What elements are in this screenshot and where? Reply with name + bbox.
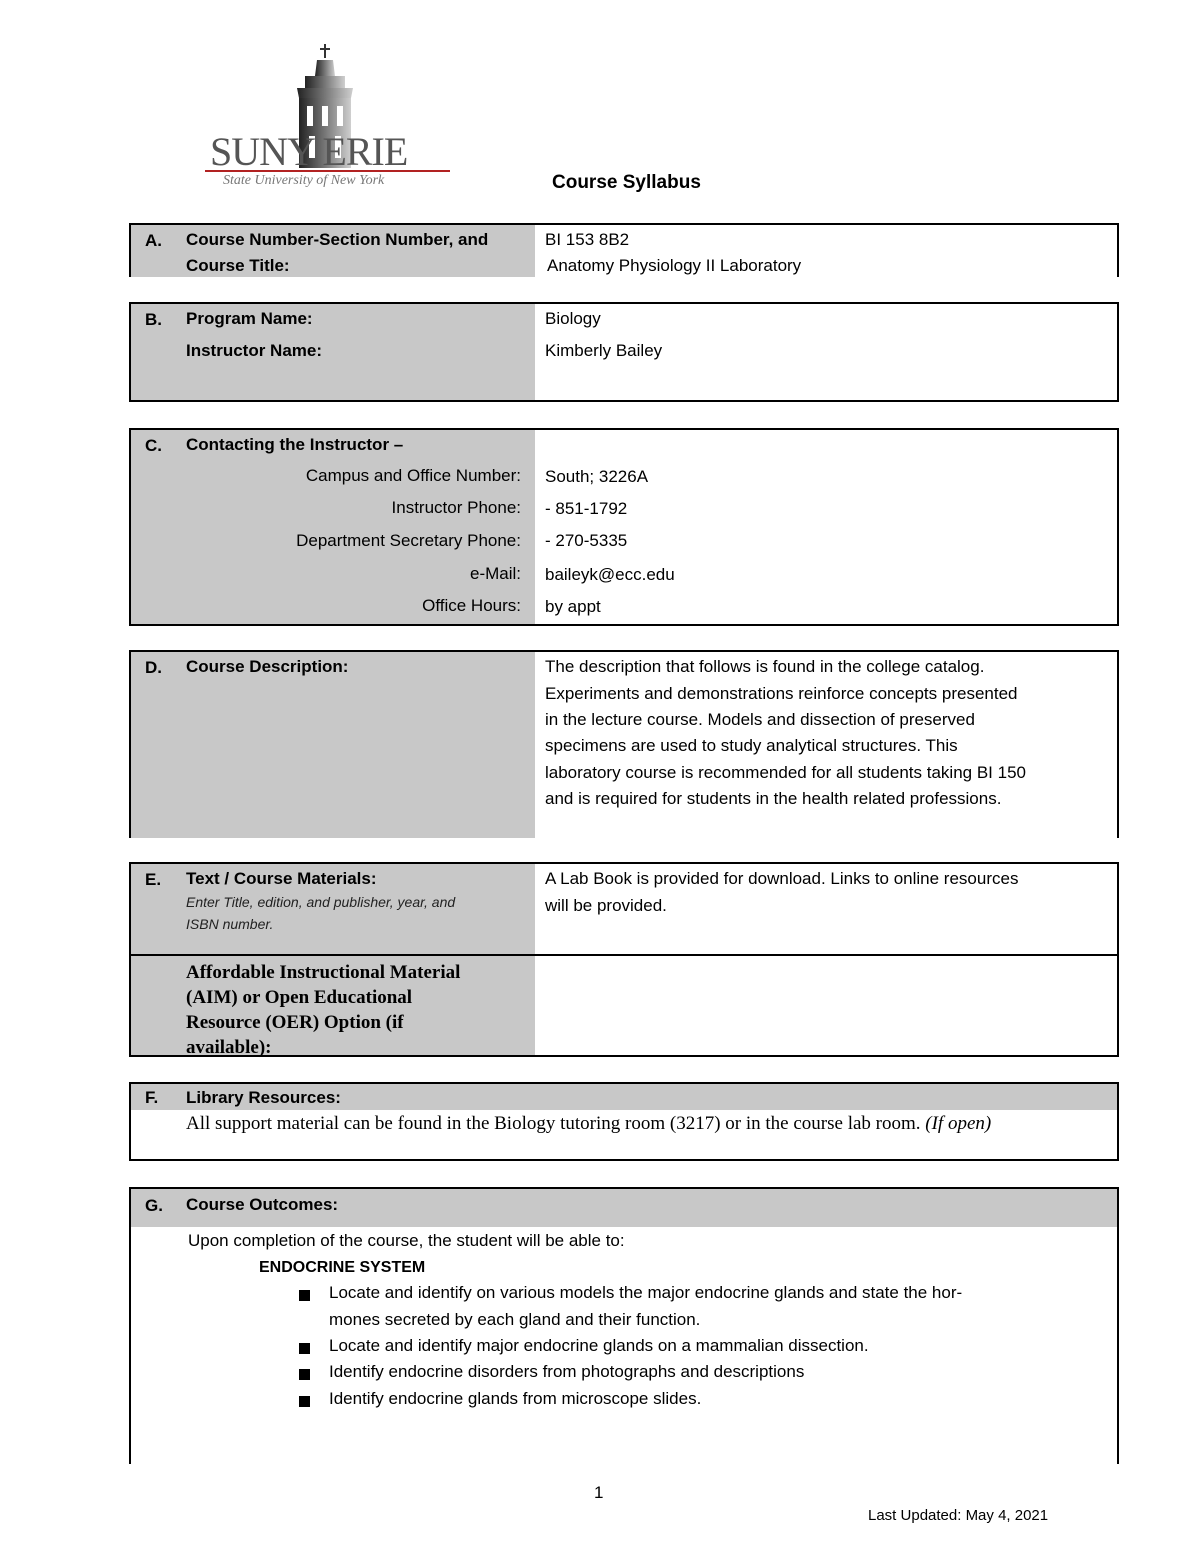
- logo-text: SUNY ERIE: [210, 129, 408, 174]
- instructor-name-value: Kimberly Bailey: [545, 341, 663, 360]
- library-resources-label: Library Resources:: [186, 1088, 341, 1107]
- instructor-name-label: Instructor Name:: [186, 341, 323, 360]
- course-title-value: Anatomy Physiology II Laboratory: [547, 256, 802, 275]
- bullet-icon: [299, 1343, 310, 1354]
- section-a: [129, 223, 1119, 277]
- course-description-line: specimens are used to study analytical structures. This: [545, 736, 958, 755]
- course-outcomes-label: Course Outcomes:: [186, 1195, 339, 1214]
- program-name-value: Biology: [545, 309, 601, 328]
- course-description-label: Course Description:: [186, 657, 349, 676]
- instructor-phone-label: Instructor Phone:: [391, 498, 521, 517]
- course-description-line: laboratory course is recommended for all students taking BI 150: [545, 763, 1026, 782]
- outcome-item: mones secreted by each gland and their function.: [329, 1310, 701, 1329]
- office-hours-label: Office Hours:: [422, 596, 521, 615]
- section-f-letter: F.: [145, 1088, 159, 1107]
- aim-oer-line: Affordable Instructional Material: [186, 962, 461, 983]
- text-materials-value: A Lab Book is provided for download. Links to online resources: [545, 869, 1019, 888]
- email-value[interactable]: baileyk@ecc.edu: [545, 565, 675, 584]
- section-a-letter: A.: [145, 231, 162, 250]
- section-g: [129, 1187, 1119, 1464]
- office-hours-value: by appt: [545, 597, 601, 616]
- email-label: e-Mail:: [469, 564, 521, 583]
- last-updated: Last Updated: May 4, 2021: [868, 1507, 1049, 1524]
- library-resources-note: (If open): [925, 1113, 992, 1134]
- section-d-letter: D.: [145, 658, 162, 677]
- bullet-icon: [299, 1290, 310, 1301]
- aim-oer-label: [186, 960, 460, 1060]
- bullet-icon: [299, 1369, 310, 1380]
- outcome-item: Identify endocrine glands from microscope slides.: [329, 1389, 702, 1408]
- text-materials-value: will be provided.: [545, 896, 667, 915]
- text-materials-hint: Enter Title, edition, and publisher, year, and: [186, 894, 456, 910]
- instructor-phone-value: - 851-1792: [545, 499, 628, 518]
- outcome-item: Locate and identify on various models the major endocrine glands and state the hor-: [329, 1283, 963, 1302]
- aim-oer-line: (AIM) or Open Educational: [186, 987, 413, 1008]
- suny-erie-logo: [205, 40, 450, 190]
- page-number: 1: [594, 1483, 604, 1502]
- section-f: [129, 1082, 1119, 1161]
- course-description-line: The description that follows is found in the college catalog.: [545, 657, 985, 676]
- contact-title: Contacting the Instructor –: [186, 435, 404, 454]
- program-name-label: Program Name:: [186, 309, 313, 328]
- course-description-line: Experiments and demonstrations reinforce concepts presented: [545, 684, 1018, 703]
- outcomes-intro: Upon completion of the course, the student will be able to:: [188, 1231, 625, 1250]
- text-materials-hint: ISBN number.: [186, 916, 274, 932]
- dept-secretary-phone-label: Department Secretary Phone:: [296, 531, 521, 550]
- section-c: [129, 428, 1119, 626]
- text-materials-label: Text / Course Materials:: [186, 869, 377, 888]
- section-d: [129, 650, 1119, 838]
- library-resources-body: All support material can be found in the Biology tutoring room (3217) or in the course lab room.: [186, 1113, 921, 1134]
- logo-tagline: State University of New York: [223, 173, 385, 188]
- section-e: [129, 862, 1119, 1057]
- course-description-line: in the lecture course. Models and dissection of preserved: [545, 710, 975, 729]
- section-b-letter: B.: [145, 310, 162, 329]
- section-g-letter: G.: [145, 1196, 163, 1215]
- section-c-label-cell: [131, 430, 535, 624]
- campus-office-label: Campus and Office Number:: [305, 466, 521, 485]
- campus-office-value: South; 3226A: [545, 467, 649, 486]
- section-c-letter: C.: [145, 436, 162, 455]
- aim-oer-line: Resource (OER) Option (if: [186, 1012, 404, 1033]
- course-description-line: and is required for students in the health related professions.: [545, 789, 1002, 808]
- page-title: Course Syllabus: [552, 172, 701, 193]
- aim-oer-line: available):: [186, 1037, 272, 1058]
- course-number-value: BI 153 8B2: [545, 230, 630, 249]
- outcomes-system-heading: ENDOCRINE SYSTEM: [259, 1259, 426, 1276]
- bullet-icon: [299, 1396, 310, 1407]
- section-b: [129, 302, 1119, 402]
- dept-secretary-phone-value: - 270-5335: [545, 531, 628, 550]
- course-number-label: Course Number-Section Number, and: [186, 230, 489, 249]
- outcome-item: Identify endocrine disorders from photographs and descriptions: [329, 1362, 805, 1381]
- outcome-item: Locate and identify major endocrine glands on a mammalian dissection.: [329, 1336, 869, 1355]
- section-e-letter: E.: [145, 870, 162, 889]
- section-e-divider: [131, 954, 1117, 956]
- course-title-label: Course Title:: [186, 256, 290, 275]
- library-resources-text: [186, 1113, 991, 1135]
